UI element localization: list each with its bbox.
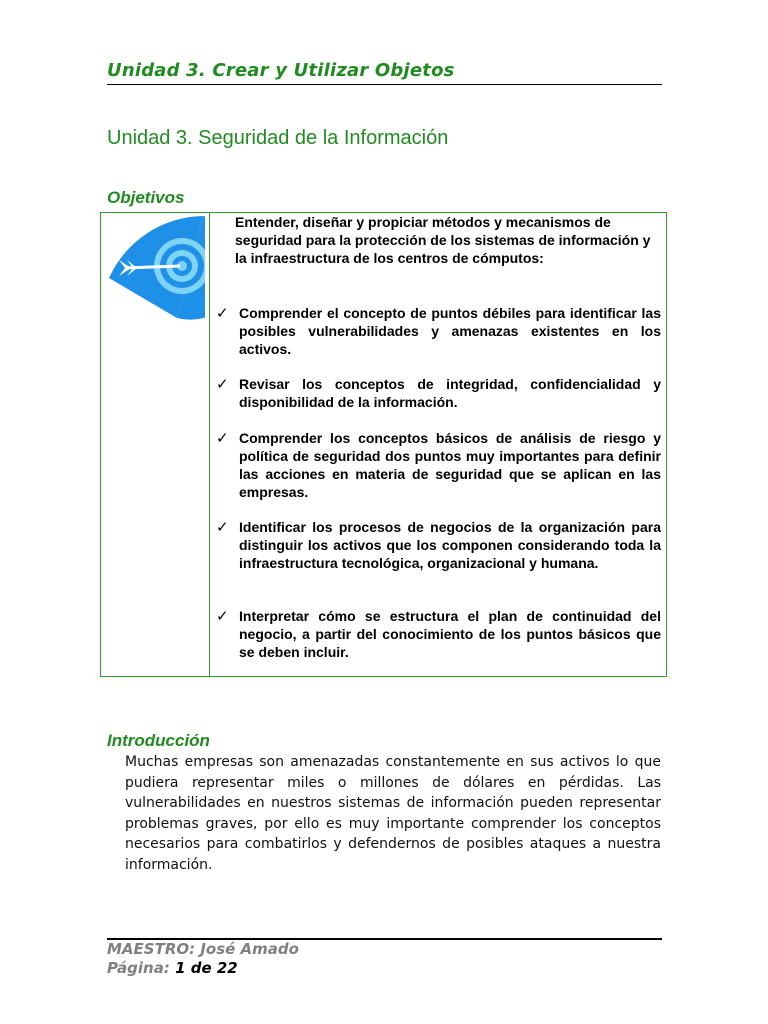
page-number: 1 de 22 [175, 959, 238, 977]
objective-item [216, 607, 661, 661]
objective-text: Comprender el concepto de puntos débiles para identificar las posibles vulnerabilidades y amenazas existentes en los activos. [239, 305, 661, 357]
objective-item [216, 518, 661, 572]
check-icon: ✓ [216, 304, 229, 322]
introduction-body: Muchas empresas son amenazadas constantemente en sus activos lo que pudiera representar miles o millones de dólares en pérdidas. Las vulnerabilidades en nuestros sistemas de información pueden representar problemas graves, por ello es muy importante comprender los conceptos necesarios para combatirlos y defendernos de posibles ataques a nuestra información. [125, 754, 661, 873]
objective-item [216, 375, 661, 411]
header-rule [107, 84, 662, 85]
objectives-intro: Entender, diseñar y propiciar métodos y mecanismos de seguridad para la protección de los sistemas de información y la infraestructura de los centros de cómputos: [235, 214, 651, 266]
objective-text: Interpretar cómo se estructura el plan de continuidad del negocio, a partir del conocimiento de los puntos básicos que se deben incluir. [239, 608, 661, 660]
unit-title: Unidad 3. Seguridad de la Información [107, 127, 449, 149]
objective-item [216, 304, 661, 358]
check-icon: ✓ [216, 607, 229, 625]
page-label: Página: [107, 959, 170, 977]
introduction-heading: Introducción [107, 731, 210, 750]
objective-text: Comprender los conceptos básicos de análisis de riesgo y política de seguridad dos puntos muy importantes para definir las acciones en materia de seguridad que se aplican en las empresas. [239, 430, 661, 500]
objective-item [216, 429, 661, 501]
objectives-heading: Objetivos [107, 188, 185, 207]
check-icon: ✓ [216, 518, 229, 536]
header-title: Unidad 3. Crear y Utilizar Objetos [107, 60, 455, 81]
check-icon: ✓ [216, 429, 229, 447]
objective-text: Identificar los procesos de negocios de la organización para distinguir los activos que los componen considerando toda la infraestructura tecnológica, organizacional y humana. [239, 519, 661, 571]
objective-text: Revisar los conceptos de integridad, confidencialidad y disponibilidad de la información. [239, 376, 661, 410]
footer-page [107, 959, 238, 977]
target-icon [107, 214, 205, 322]
objectives-divider [209, 212, 210, 677]
check-icon: ✓ [216, 375, 229, 393]
footer-teacher: MAESTRO: José Amado [107, 940, 299, 958]
